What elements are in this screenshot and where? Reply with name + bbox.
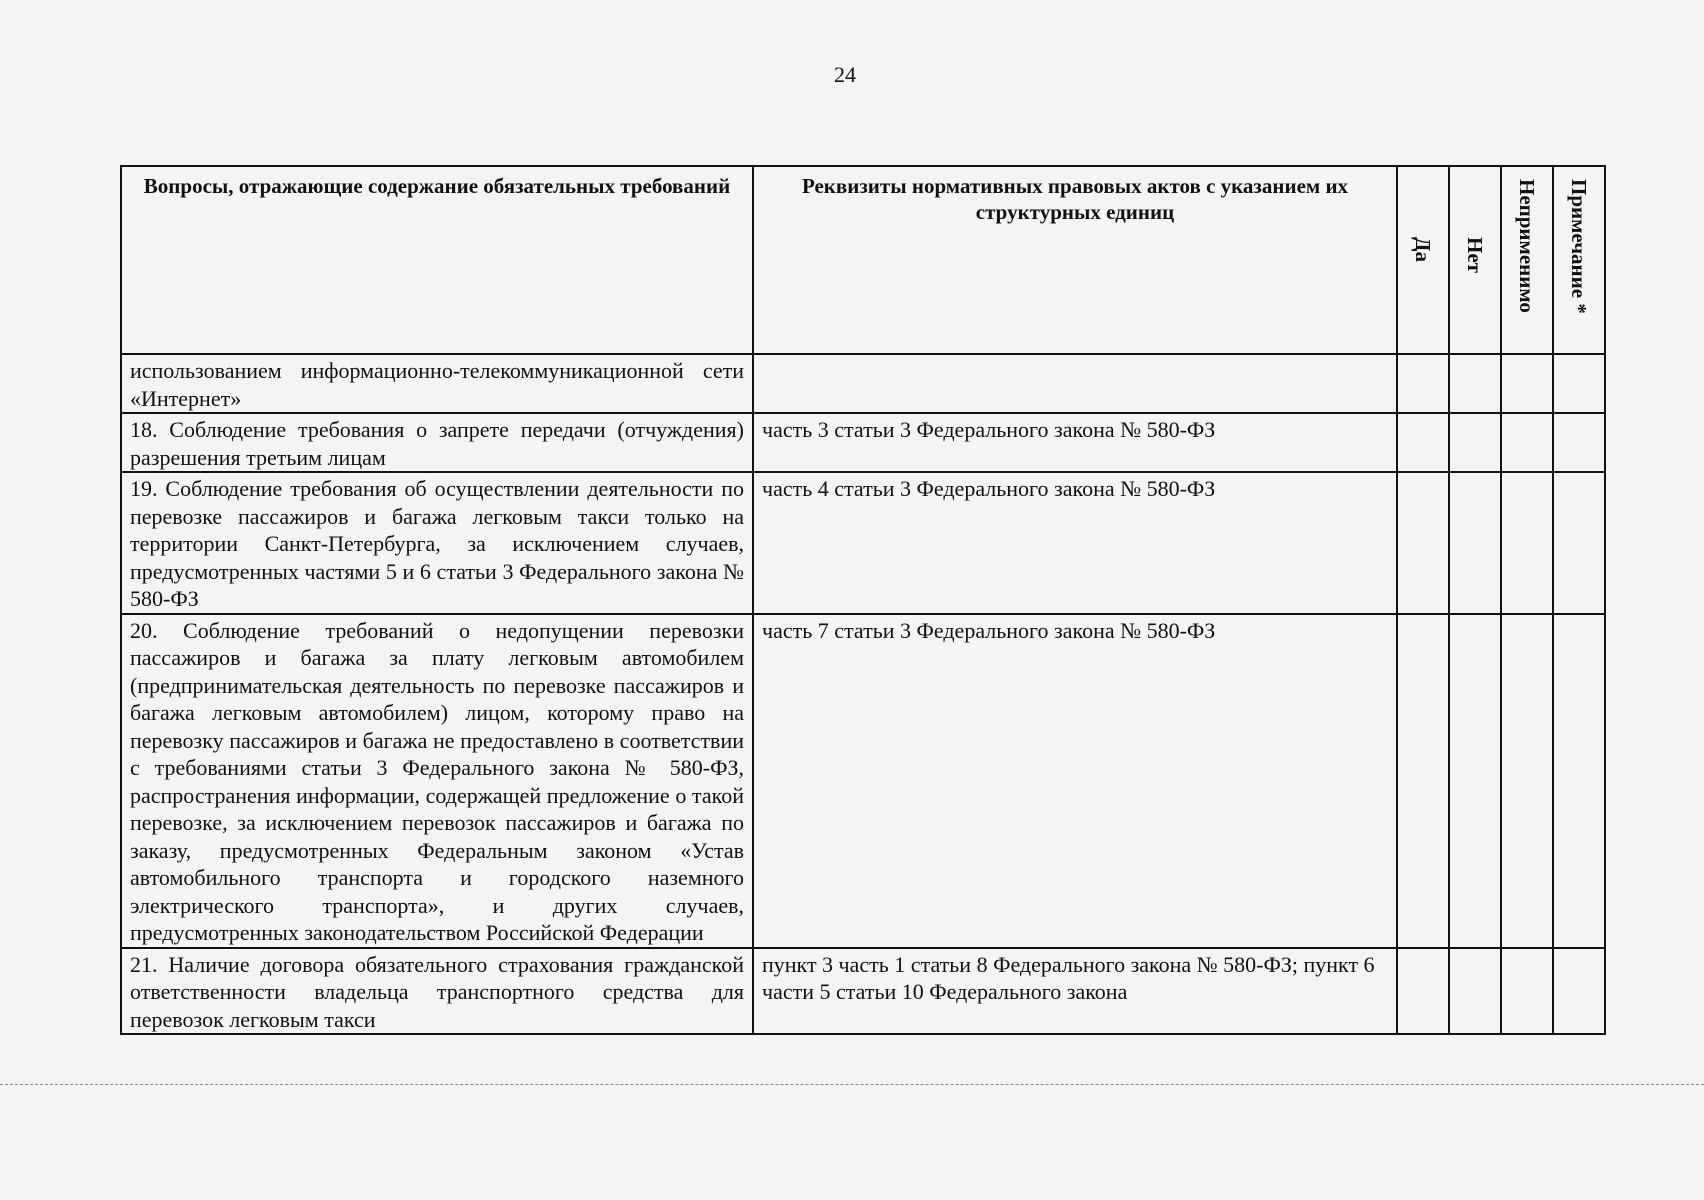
yes-cell: [1397, 614, 1449, 948]
not-applicable-cell: [1501, 413, 1553, 472]
table-row: [121, 354, 1605, 413]
requisite-cell: часть 4 статьи 3 Федерального закона № 580-ФЗ: [753, 472, 1397, 614]
header-yes: [1397, 166, 1449, 354]
header-yes-label: Да: [1411, 237, 1435, 262]
question-cell: использованием информационно-телекоммуникационной сети «Интернет»: [121, 354, 753, 413]
header-note: [1553, 166, 1605, 354]
requirements-table: [120, 165, 1606, 1035]
question-cell: 20. Соблюдение требований о недопущении перевозки пассажиров и багажа за плату легковым автомобилем (предпринимательская деятельность по перевозке пассажиров и багажа легковым автомобилем) лицом, которому право на перевозку пассажиров и багажа не предоставлено в соответствии с требованиями статьи 3 Федерального закона № 580-ФЗ, распространения информации, содержащей предложение о такой перевозке, за исключением перевозок пассажиров и багажа по заказу, предусмотренных Федеральным законом «Устав автомобильного транспорта и городского наземного электрического транспорта», и других случаев, предусмотренных законодательством Российской Федерации: [121, 614, 753, 948]
scan-edge-line: [0, 1084, 1704, 1085]
note-cell: [1553, 413, 1605, 472]
no-cell: [1449, 413, 1501, 472]
header-questions: Вопросы, отражающие содержание обязательных требований: [121, 166, 753, 354]
header-note-label: Примечание *: [1567, 179, 1591, 314]
no-cell: [1449, 354, 1501, 413]
no-cell: [1449, 472, 1501, 614]
not-applicable-cell: [1501, 354, 1553, 413]
table-row: [121, 614, 1605, 948]
note-cell: [1553, 614, 1605, 948]
table-header-row: [121, 166, 1605, 354]
yes-cell: [1397, 948, 1449, 1035]
header-requisites: Реквизиты нормативных правовых актов с указанием их структурных единиц: [753, 166, 1397, 354]
requisite-cell: часть 3 статьи 3 Федерального закона № 580-ФЗ: [753, 413, 1397, 472]
yes-cell: [1397, 354, 1449, 413]
not-applicable-cell: [1501, 948, 1553, 1035]
page-number: 24: [834, 62, 856, 87]
header-no-label: Нет: [1463, 237, 1487, 273]
note-cell: [1553, 472, 1605, 614]
question-cell: 19. Соблюдение требования об осуществлении деятельности по перевозке пассажиров и багажа легковым такси только на территории Санкт-Петербурга, за исключением случаев, предусмотренных частями 5 и 6 статьи 3 Федерального закона № 580-ФЗ: [121, 472, 753, 614]
requisite-cell: пункт 3 часть 1 статьи 8 Федерального закона № 580-ФЗ; пункт 6 части 5 статьи 10 Федерального закона: [753, 948, 1397, 1035]
yes-cell: [1397, 413, 1449, 472]
table-row: [121, 948, 1605, 1035]
table-row: [121, 472, 1605, 614]
header-not-applicable: [1501, 166, 1553, 354]
not-applicable-cell: [1501, 472, 1553, 614]
no-cell: [1449, 614, 1501, 948]
note-cell: [1553, 948, 1605, 1035]
yes-cell: [1397, 472, 1449, 614]
not-applicable-cell: [1501, 614, 1553, 948]
requisite-cell: часть 7 статьи 3 Федерального закона № 580-ФЗ: [753, 614, 1397, 948]
table-row: [121, 413, 1605, 472]
no-cell: [1449, 948, 1501, 1035]
question-cell: 21. Наличие договора обязательного страхования гражданской ответственности владельца транспортного средства для перевозок легковым такси: [121, 948, 753, 1035]
question-cell: 18. Соблюдение требования о запрете передачи (отчуждения) разрешения третьим лицам: [121, 413, 753, 472]
header-not-applicable-label: Неприменимо: [1515, 179, 1539, 313]
note-cell: [1553, 354, 1605, 413]
requisite-cell: [753, 354, 1397, 413]
header-no: [1449, 166, 1501, 354]
